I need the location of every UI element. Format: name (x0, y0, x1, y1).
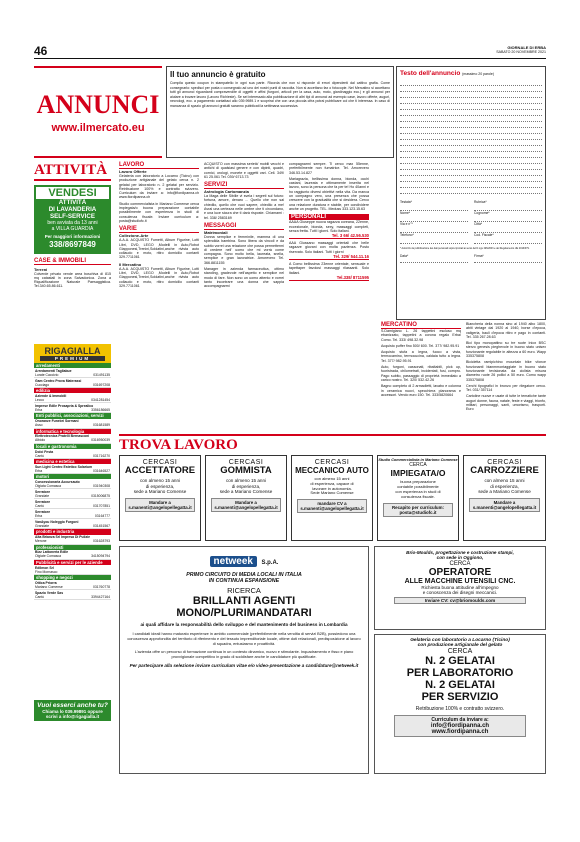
annunci-banner (34, 66, 162, 158)
case-title: CASE & IMMOBILI (34, 258, 111, 265)
entry-city: Grandate (35, 493, 50, 498)
entry-phone[interactable]: 031707851 (93, 503, 110, 508)
case-sub: Terreni (34, 266, 48, 272)
brio-line: CERCA (449, 561, 471, 567)
ad-gommista[interactable]: CERCASI GOMMISTA con almeno 15 anni di esperienza, sede a Mariano Comense Mandare a s.manenti@angelopellegatta.it (205, 455, 287, 541)
vendesi-line: DI LAVANDERIA (48, 206, 97, 213)
ad-kicker: Studio Commercialista in Mariano Comense (378, 458, 458, 462)
entry-phone[interactable]: 031697208 (93, 382, 110, 387)
rigagialla-logo-text: RIGAGIALLA (44, 346, 101, 356)
ad-kicker: CERCASI (314, 459, 350, 466)
vendesi-title: VENDESI (36, 187, 109, 199)
gel-line: con produzione artigianale del gelato (417, 643, 503, 648)
sidebar-category: medicina e estetica (34, 459, 111, 464)
sidebar-category: informatica e tecnologia (34, 429, 111, 434)
sidebar-category: edilizia (34, 388, 111, 393)
netweek-line: Per partecipare alla selezione inviare curriculum vitae e/o video-presentazione a candidature@netweek.it (129, 663, 359, 668)
entry-city: Cantù (35, 503, 45, 508)
ad-text: AAA Giussano massaggi orientali che belle ragazze giovani con molta pazienza. Posto riservato. Solo italiani. Tutti i giorni (289, 241, 369, 254)
netweek-line: ai quali affidare la responsabilità dello sviluppo e del mantenimento del business in Lombardia (140, 622, 348, 627)
ad-text: Bicicletta ramipichino mountain bike vfonce funzionanti bianmmontaggiate in buono stato funzionante tevisionata da ciclista misura diametro ruote 26 pollici a 50 euro. Como wapp 335375808 (466, 360, 546, 382)
entry-city: Cucciago (35, 382, 50, 387)
brio-line: e conoscenza dei disegni meccanici. (422, 590, 498, 595)
paper-name: GIORNALE DI ERBA (507, 45, 546, 50)
coupon-box (166, 66, 394, 158)
varie-title: VARIE (119, 226, 199, 233)
gel-line: Curriculum da inviare a: (431, 717, 489, 723)
messaggi-title: MESSAGGI (204, 223, 284, 230)
entry-city: Erba (35, 407, 43, 412)
ad-phone[interactable]: Tel. 3 66/ 42.56.530 (289, 233, 369, 239)
ad-text: ACQUISTO con massima serietà' mobili vecchi e antichi di qualsiasi genere e con dipinti, quadri, cornici, orologi, monete e oggetti vari. Cell. 349/ 61 25.061 Tel. 039/ 6713.73 (204, 162, 284, 179)
rigagialla-cta (34, 700, 111, 721)
field-codfiscale[interactable]: Cod. Fiscale* (474, 233, 542, 244)
ad-text: AAAA Giuseppe nuova ragazza coreana, 22enne, eccezionale, bionda, sexy, massaggi completi, senza fretta. Tutti i giorni. Solo italiani. (289, 220, 369, 233)
sidebar-entry[interactable] (34, 550, 111, 560)
entry-name: Serratore (35, 509, 51, 514)
entry-name: Ottica Priorra (35, 580, 57, 585)
entry-phone[interactable]: 031491135 (93, 372, 110, 377)
entry-city: Olgiata Comasca (35, 483, 62, 488)
netweek-line: PRIMO CIRCUITO DI MEDIA LOCALI IN ITALIA (186, 572, 302, 578)
vendesi-line: ATTIVITÀ (58, 199, 87, 206)
vendesi-info: Per maggiori informazioni (44, 234, 101, 239)
entry-city: Lecco (35, 397, 45, 402)
gel-line: N. 2 GELATAI (425, 655, 495, 667)
brio-line: Brio-Moulds, progettazione e costruzione stampi, (406, 550, 514, 555)
netweek-line: L'azienda offre un percorso di formazione continua in un contesto dinamico, nuovo e stimolante. Inquadramento e fisso e piano provvigionale competitivo in grado di soddisfare anche le candidature più qualificate. (134, 649, 354, 659)
gel-web[interactable]: www.fiordipanna.ch (431, 729, 489, 735)
form-lines[interactable] (400, 80, 542, 194)
ad-text: Biancheria della nonna sino al 1940 albo 1800, abiti vintage dal 1920 al 1940, borse d'epoca, valigeria, bauli d'epoca ritiro e pago in contanti. Tel. 335 267.28.63 (466, 322, 546, 339)
field-via[interactable]: Via e n°* (400, 222, 468, 233)
sidebar-entry[interactable] (34, 464, 111, 474)
netweek-logo: netweek (210, 556, 257, 567)
sidebar-category: Pubblicità e servizi per le aziende (34, 560, 111, 565)
entry-city: Olgiate Comasca (35, 554, 62, 559)
entry-name: Concessionaria Accursauto (35, 479, 80, 484)
ad-text: Studio commercialista in Mariano Comense cerca impiegata/o buona preparazione contabile possibilmente con esperienza in studi di consulenza fiscale. Inviare curriculum a: posta@studiofc.it (119, 201, 199, 223)
entry-phone[interactable]: 03164777 (94, 513, 110, 518)
rigagialla-list (34, 363, 111, 600)
sidebar-entry[interactable] (34, 378, 111, 388)
field-telefono[interactable]: Telefono* (400, 233, 468, 244)
sidebar-category: prodotti e industria (34, 529, 111, 534)
sidebar-entry[interactable] (34, 419, 111, 429)
field-firma[interactable]: Firma* (474, 254, 542, 263)
ad-text: Acquisto puffer fino 500/ 600. Tel. 377/ 982.95.91 (381, 343, 460, 348)
entry-phone[interactable]: 031681589 (93, 423, 110, 428)
entry-name: Spazio Verde Sas (35, 590, 64, 595)
ad-phone[interactable]: Tel. 329/ 544.11.16 (289, 254, 369, 260)
entry-name: Arredamenti Tagliabue (35, 368, 72, 373)
sidebar-category: professionisti (34, 545, 111, 550)
entry-name: Dolci Festa (35, 449, 54, 454)
varie-sub: Collezione-Arte (119, 233, 149, 239)
ad-text: Manager in azienda farmaceutica, ottimo standing, gradevole nell'aspetto e semplice nel modo di fare. Non sono un uomo attento e vorrei tanto incontrare una donna che sappia accompagnarmi (204, 267, 284, 289)
entry-city: Lurate Caccivio (35, 372, 59, 377)
col-servizi (204, 162, 284, 289)
vendesi-line: a VILLA GUARDIA (51, 226, 94, 232)
entry-name: Elettrotecnica Pratelli Bernasconi (35, 434, 90, 439)
col-lavoro (119, 162, 199, 288)
messaggi-sub: Matrimoniali (204, 229, 228, 235)
field-testata[interactable]: Testata* (400, 200, 468, 211)
ad-text: Cerchi tipografici in bronzo per rilegatore cerco. Tel. 031/ 357114 (466, 383, 546, 393)
entry-phone[interactable]: 0341281454 (91, 397, 110, 402)
entry-name: Alta Brianza Srl Impresa Di Pulizie (35, 535, 91, 540)
entry-name: Bizz Lattoneria Edile (35, 550, 69, 555)
entry-city: Albiolo (35, 438, 46, 443)
ad-kicker: CERCASI (487, 459, 522, 466)
sidebar-entry[interactable] (34, 565, 111, 575)
brio-line: Richiesta buona attitudine all'impegno (421, 585, 499, 590)
ad-carrozziere[interactable]: CERCASI CARROZZIERE con almeno 15 anni di esperienza, sede a Mariano Comense Mandare a s.manenti@angelopellegatta.it (463, 455, 546, 541)
rigagialla-logo (34, 344, 111, 363)
gel-line: CERCA (447, 648, 473, 655)
sidebar-entry[interactable] (34, 403, 111, 413)
entry-city: Grandate (35, 523, 50, 528)
entry-name: Edilmon Srl (35, 565, 54, 570)
entry-phone[interactable]: 0316950039 (91, 438, 110, 443)
ad-text: A.A.A. ACQUISTO Fumetti, Album Figurine, Lotti Libri, DVD, LEGO ,Modelli in Auto,Robot Giapponesi,Trenini,Soldatini,anche rivista auto collaudo e moto, ritiro domicilio contanti 329.7711061 (119, 238, 199, 260)
sidebar-entry[interactable] (34, 580, 111, 590)
rigagialla-logo-sub: PREMIUM (40, 356, 105, 361)
brio-ad[interactable] (374, 546, 546, 630)
ad-impiegata[interactable]: Studio Commercialista in Mariano Comense CERCA IMPIEGATA/O buona preparazione contabile possibilmente con esperienza in studi di consulenza fiscale. Recapito per curriculum: posta@studiofc.it (377, 455, 459, 541)
netweek-ad[interactable] (119, 546, 369, 774)
entry-city: Cantù (35, 594, 45, 599)
gel-line: N. 2 GELATAI (425, 679, 495, 691)
issue-date: SABATO 20 NOVEMBRE 2021 (496, 50, 546, 54)
form-hint: (massimo 20 parole) (462, 72, 495, 76)
netweek-line: BRILLANTI AGENTI (192, 595, 296, 607)
entry-city: Mariano Comense (35, 584, 63, 589)
mercatino-sub: Il Mercatino (119, 261, 142, 267)
netweek-line: I candidati ideali hanno maturato esperienze in ambito commerciale (preferibilmente nella vendita di servizi B2B), possiedono una conoscenza approfondita del territorio di riferimento e del tessuto imprenditoriale locale, ottime doti relazionali, predisposizione al lavoro di squadra, entusiasmo e proattività. (127, 631, 361, 646)
privacy-note: * Autorizzo la pubblicazione dei dati personali sopra riportati ai sensi del D.Lgs 196/2003 e del Regolamento UE 2016/679. (400, 247, 530, 250)
entry-phone[interactable]: 031940308 (93, 483, 110, 488)
sidebar-category: arredamenti (34, 363, 111, 368)
entry-phone[interactable]: 3415094794 (91, 554, 110, 559)
entry-phone[interactable]: 3394427164 (91, 594, 110, 599)
entry-phone[interactable]: 0315006875 (91, 493, 110, 498)
netweek-spa: S.p.A. (261, 560, 279, 566)
servizi-title: SERVIZI (204, 182, 284, 189)
ad-text: Mariagrazia, bellissima donna, bionda, occhi castani, laureata e ottimamente inserita nel lavoro, sono la persona che fa per te! Ho 40anni e ho raggiunto diversi obiettivi nella vita. Da manca un compagno vero, una presenza che possa crescere con la gradualità che si desidera. Cerco una relazione duratura e stabile, per condividere anche un progetto. TEL. Meduss 333.123.15.63 (289, 176, 369, 211)
ad-text: Gelateria con laboratorio a Locarno (Ticino) con produzione artigianale del gelato cerca n. 2 gelatai per laboratorio n. 2 gelatai per servizio. Retribuzione 100% e contratto svizzero. Curriculum da inviare a: info@fiordipanna.ch www.fiordipanna.ch (119, 174, 199, 200)
vendesi-line: SELF-SERVICE (50, 213, 95, 220)
entry-name: Gam Centro Prova Materassi (35, 378, 82, 383)
entry-city: Erba (35, 468, 43, 473)
netweek-line: IN CONTINUA ESPANSIONE (208, 578, 280, 584)
annunci-url[interactable]: www.ilmercato.eu (51, 122, 145, 134)
ad-accettatore[interactable]: CERCASI ACCETTATORE con almeno 15 anni di esperienza, sede a Mariano Comense Mandare a s.manenti@angelopellegatta.it (119, 455, 201, 541)
netweek-line: MONO/PLURIMANDATARI (176, 607, 312, 619)
entry-name: Sun Light Centro Estetico Solarium (35, 464, 93, 469)
entry-phone[interactable]: 031646527 (93, 468, 110, 473)
attivita-section (34, 162, 111, 289)
sidebar-entry[interactable] (34, 368, 111, 378)
entry-city: Fino Mornasco (35, 569, 58, 574)
page-number: 46 (34, 44, 48, 58)
lavoro-sub: Lavoro Offerte (119, 169, 147, 174)
form-title: Testo dell'annuncio (400, 70, 461, 77)
sidebar-entry[interactable] (34, 479, 111, 489)
sidebar-entry[interactable] (34, 509, 111, 519)
field-nome[interactable]: Nome* (400, 211, 468, 222)
brio-line: con sede in Oggiono, (436, 555, 484, 560)
gel-line: Gelateria con laboratorio a Locarno (Ticino) (410, 638, 510, 643)
personali-title: PERSONALI (289, 214, 369, 220)
ad-text: La Maga delle Sibille vi svela i segreti sul futuro: fortuna, amore, denaro ... Quello che non sai chiedilo, quello che vuoi sapere, chiedilo a me! Avrai una certezza nelle ombre che ti circondano, e una luce sicura che ti darà risposte. Chiamami : tel. 338/ 2583169 (204, 194, 284, 220)
sidebar-entry[interactable] (34, 489, 111, 499)
coupon-body: Compila questo coupon in stampatello in ogni sua parte. Ricorda che non si risponde di errori dipendenti dal cattivo grafia. Come consegnarlo: spedisci per posta o consegnalo ad uno dei nostri punti di raccolta. Non si accettano fax o fotocopie. Nel Mercatino si accettano tutti gli annunci riguardanti compravendite di oggetti e affini (furgoni, articoli per la casa, auto, moto, giardinaggio ecc.) e gli annunci per aiutare a trovare lavoro (Lavoro Richieste). Se sei interessato alla pubblicazione di altri tipi di annunci ad esempio case, lavoro offerte, auguri, necrologi, ecc. a pagamento contattaci allo 039.9989.1 e scoprirai che con una piccola cifra potrai pubblicare col che ti interessa. In caso di mancanza di spazio gli annunci gratuiti saranno pubblicati la settimana successiva. (170, 81, 390, 108)
mercatino-title: MERCATINO (381, 322, 461, 329)
gelateria-ad[interactable] (374, 634, 546, 774)
ad-text: compagnarmi sempre. Ti cerco max 55enne, preferibilmente non fumatrice. Tel. Amorevero 346.53.14.827 (289, 162, 369, 175)
ad-text: S.Damigiano L. 26 tappetini escluso mq ebanizzato, tappetini a corona regalo Erba/ Como. Tel. 333/ 498.32.98 (381, 329, 461, 342)
entry-phone[interactable]: 3356186665 (91, 407, 110, 412)
sidebar-category: shopping e negozi (34, 575, 111, 580)
field-citta[interactable]: Città* (474, 222, 542, 233)
gel-line: Retribuzione 100% e contratto svizzero. (415, 706, 505, 712)
sidebar-category: locali e gastronomia (34, 444, 111, 449)
ad-text: Donna semplice e femminile, mamma di una splendida bambina. Sono libera da vincoli e da subito vorrei una relazione che possa permettermi di credere nell' uomo che mi vorrà come compagna. Sono molto bella, laureata, snella, semplice e gran lavoratrice. Amorevero Tel. 366.8811155 (204, 234, 284, 265)
coupon-form (396, 66, 546, 320)
ad-kicker: CERCASI (228, 459, 264, 466)
entry-city: Asso (35, 423, 43, 428)
netweek-line: RICERCA (227, 586, 261, 595)
ad-kicker: CERCASI (142, 459, 178, 466)
trova-title: TROVA LAVORO (119, 437, 238, 453)
entry-phone[interactable]: 031716270 (93, 453, 110, 458)
ad-kicker2: CERCA (409, 462, 427, 469)
entry-city: Erba (35, 513, 43, 518)
entry-name: Onoranze Funebri Sormani (35, 419, 79, 424)
sidebar-entry[interactable] (34, 449, 111, 459)
sidebar-entry[interactable] (34, 519, 111, 529)
ad-text: Cartoline nuove e usate di tutte le tematiche tante auguri donne, fauna, natale, feste e viaggi, trionfo, militari, personaggi, santi, umorismo, trasporti. Euro (466, 394, 546, 412)
sidebar-entry[interactable] (34, 535, 111, 545)
attivita-title: ATTIVITÀ (34, 162, 111, 181)
ad-head: IMPIEGATA/O (390, 468, 446, 479)
col-messaggi (289, 162, 369, 281)
servizi-sub: Astrologia Cartomanzia (204, 189, 249, 195)
cta-mail[interactable]: scrivi a info@rigagialla.it (45, 714, 100, 719)
field-cognome[interactable]: Cognome* (474, 211, 542, 222)
col-last (466, 322, 546, 412)
entry-phone[interactable]: 031760778 (93, 584, 110, 589)
entry-phone[interactable]: 031451567 (93, 523, 110, 528)
case-text: Colverde privato vende area boschiva di 815 mq catastali in zona Salvadonica. Zona a Riqualificazione Naturale Paesaggistica. Tel.340.65.86.611. (34, 271, 111, 289)
vendesi-ad (34, 185, 111, 254)
brio-contact[interactable]: Inviare CV: cv@briomoulds.com (394, 597, 526, 604)
ad-text: Acquisto stufa a legna, fuoco a vista, termocamino, termocucina, caldaia tutto a legna. Tel. 377/ 982.95.91 (381, 350, 461, 363)
col-mercatino (381, 322, 461, 397)
ad-text: Auto, furgoni, cassonati, ribaltabili, pick up, fuoristrada, chilometrati, incidentati, fusi, compro. Pago subito, passaggio di proprietà immediato a carico nostro. Tel. 320/ 532.42.26 (381, 365, 461, 382)
sidebar-category: motori (34, 474, 111, 479)
gel-line: PER SERVIZIO (421, 691, 499, 703)
sidebar-entry[interactable] (34, 590, 111, 600)
lavoro-title: LAVORO (119, 162, 199, 169)
entry-phone[interactable]: 031628793 (93, 539, 110, 544)
entry-name: Imprese Edile Prosapria & Sprealico (35, 403, 94, 408)
entry-city: Merone (35, 539, 47, 544)
entry-name: Serratore (35, 489, 51, 494)
sidebar-entry[interactable] (34, 434, 111, 444)
gel-line: PER LABORATORIO (406, 667, 514, 679)
gel-mail[interactable]: info@fiordipanna.ch (430, 723, 490, 729)
sidebar-entry[interactable] (34, 499, 111, 509)
ad-phone[interactable]: Tel.338/ 8711595 (289, 275, 369, 281)
entry-name: Serratore (35, 499, 51, 504)
ad-head: MECCANICO AUTO (295, 466, 369, 475)
ad-text: Bagno completo di 2 armadietti, lavabo e colonna in ceramica nuovi, specchiera planorama e accessori. Vendo euro 150. Tel. 333/5820664 (381, 384, 461, 397)
vendesi-line: ben avviata da 13 anni (47, 220, 98, 226)
ad-text: A Como bellissima 23enne orientale, sensuale e tapettaper favolosi massaggi rilassanti. Solo italiani. (289, 262, 369, 275)
entry-name: VanAyou Noleggio Furgoni (35, 519, 79, 524)
field-rubrica[interactable]: Rubrica* (474, 200, 542, 211)
field-data[interactable]: Data* (400, 254, 468, 263)
cta-title: Vuoi esserci anche tu? (37, 702, 108, 709)
entry-name: Aziende & Immobili (35, 393, 67, 398)
sidebar-category: Enti pubblici, associazioni, servizi (34, 413, 111, 418)
ad-text: Bici tipo monopattino su tre ruote Iniox BSC sterzo genesis pieghevole in buono stato unisex funzionante regolabile in altezza a 60 euro. Wapp 335375808 (466, 341, 546, 359)
ad-meccanico[interactable]: CERCASI MECCANICO AUTO con almeno 15 anni di esperienza, capace di lavorare in autonomia. Sede Mariano Comense mandare CV a s.manenti@angelopellegatta.it (291, 455, 373, 541)
sidebar-entry[interactable] (34, 393, 111, 403)
trova-lavoro-bar (119, 434, 546, 454)
ad-text: A.A.A. ACQUISTO Fumetti, Album Figurine, Lotti Libri, DVD, LEGO ,Modelli in Auto,Robot Giapponesi,Trenini,Soldatini,anche rivista auto collaudo e moto, ritiro domicilio contanti 329.7711061 (119, 266, 199, 288)
coupon-title: Il tuo annuncio è gratuito (170, 70, 266, 79)
entry-city: Cantù (35, 453, 45, 458)
brio-line: ALLE MACCHINE UTENSILI CNC. (404, 578, 516, 585)
rigagialla-sidebar (34, 344, 111, 696)
ad-head: GOMMISTA (220, 465, 272, 476)
vendesi-phone[interactable]: 338/8697849 (49, 239, 96, 249)
cta-phone[interactable]: Chiama lo 039.99891 oppure (42, 709, 103, 714)
annunci-title: ANNUNCI (36, 90, 160, 119)
brio-line: OPERATORE (428, 567, 492, 578)
ad-head: ACCETTATORE (124, 465, 196, 476)
ad-head: CARROZZIERE (470, 465, 539, 476)
header-rule (34, 58, 546, 59)
